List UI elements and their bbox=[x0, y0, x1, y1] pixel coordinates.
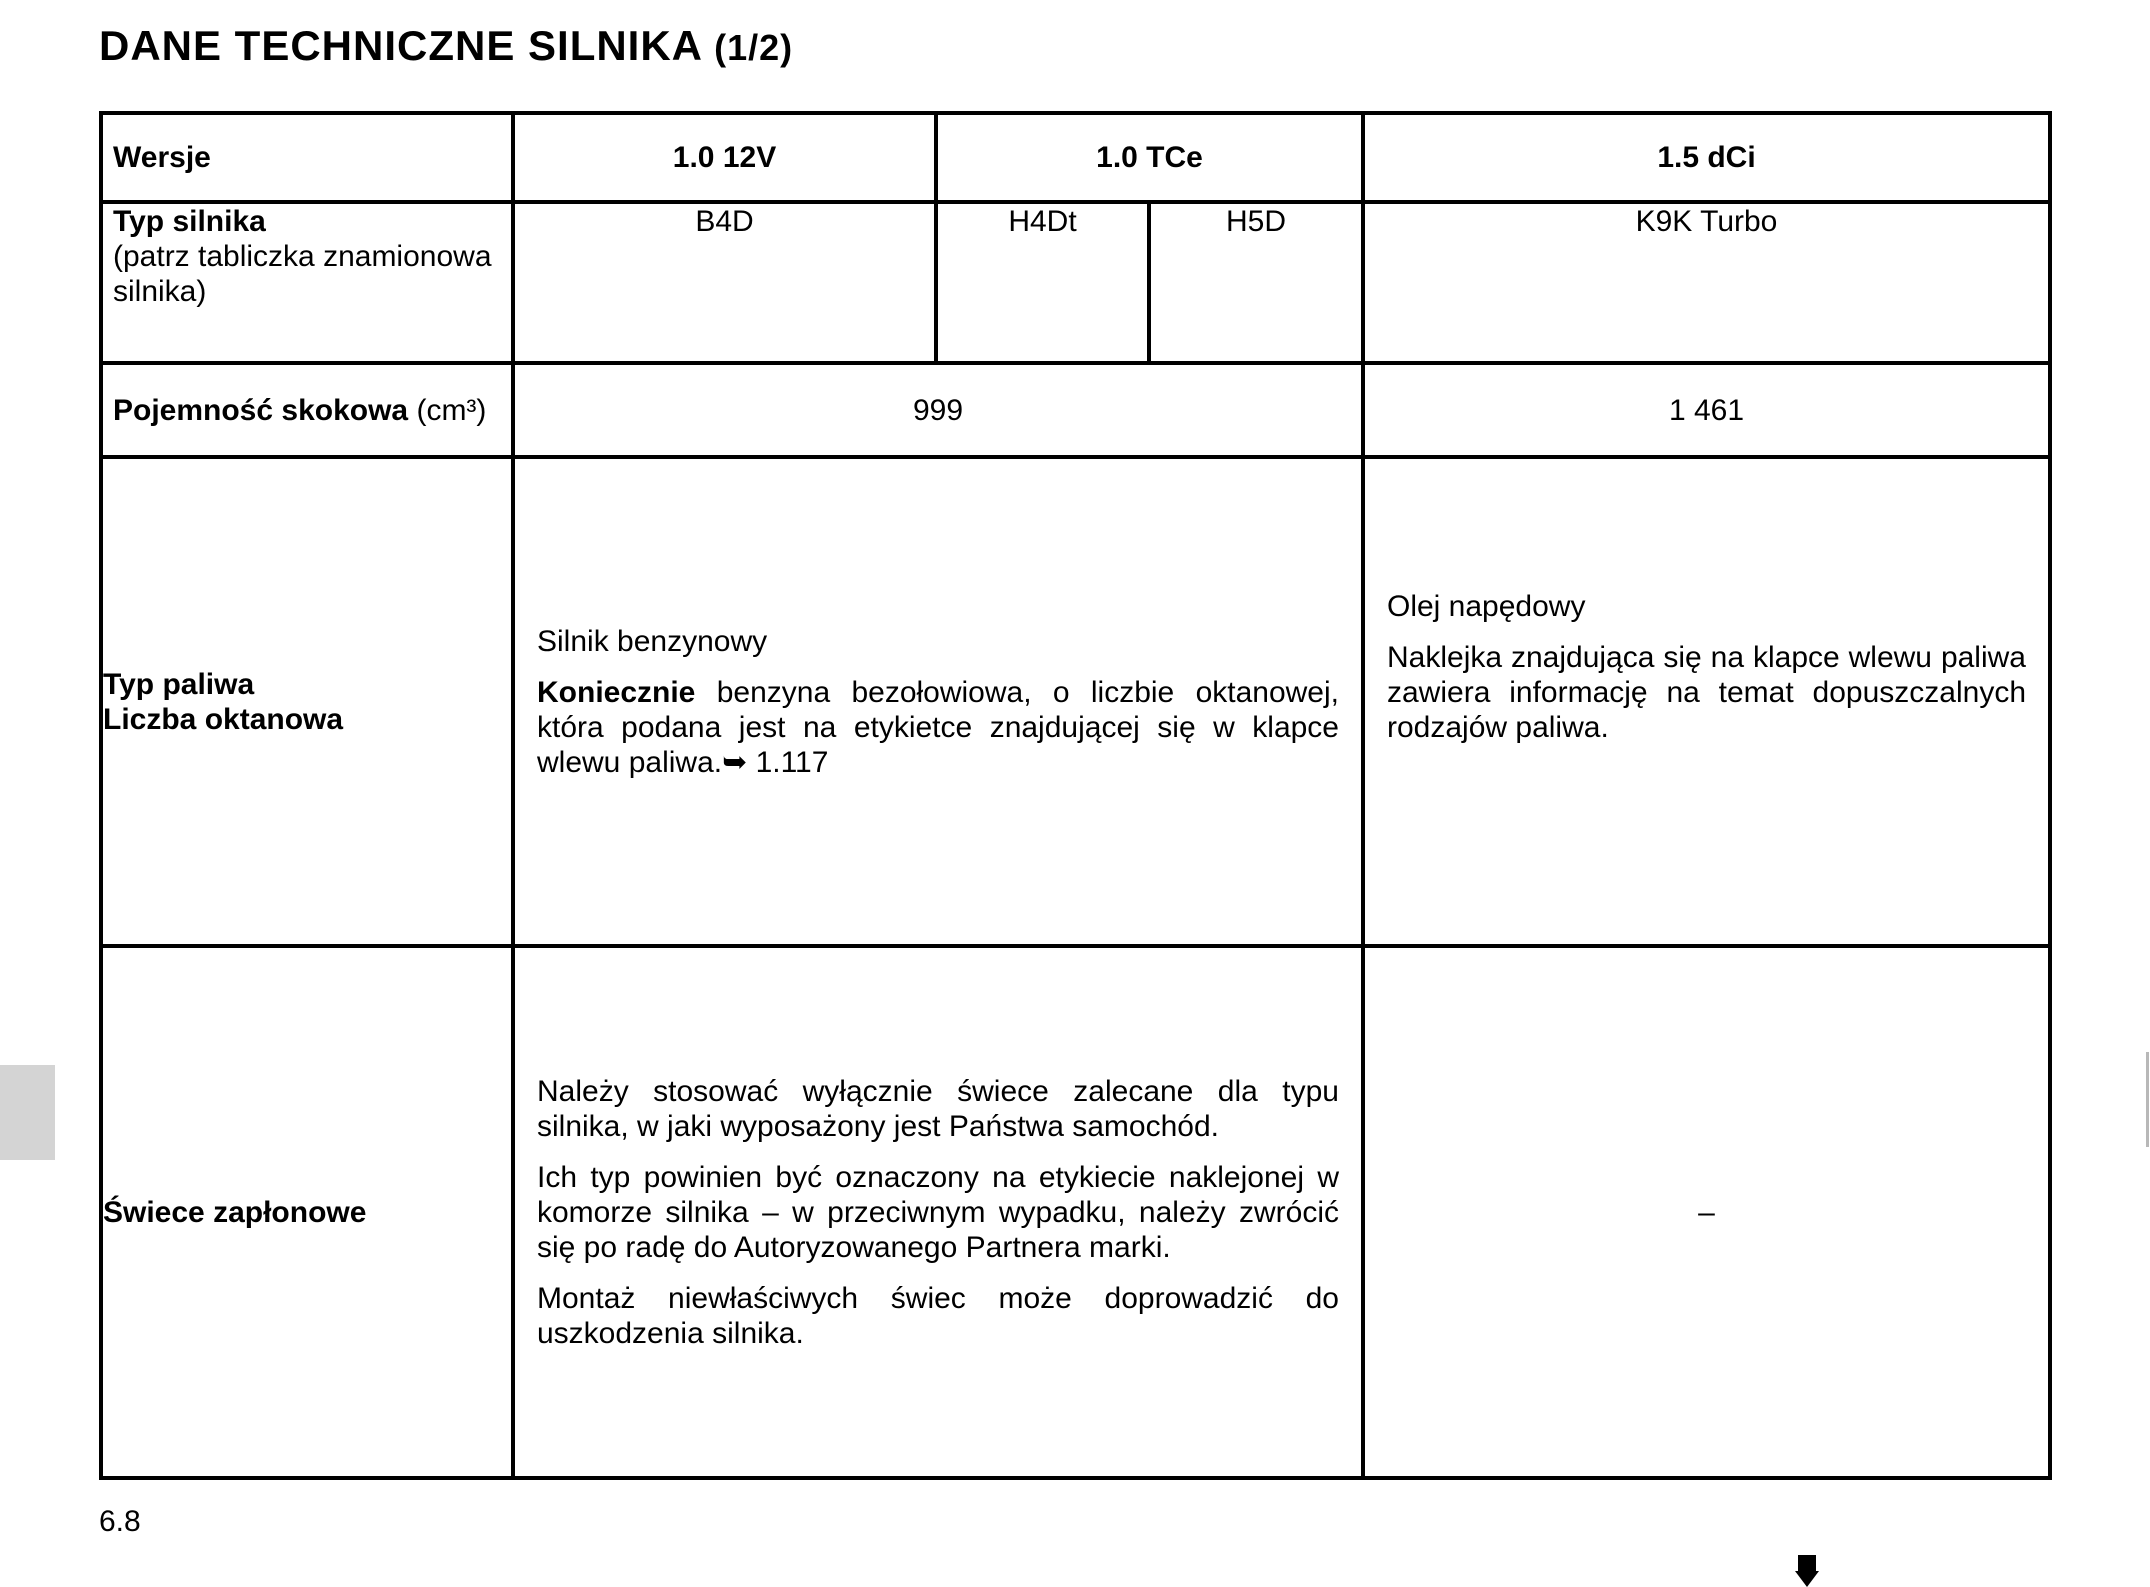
engine-spec-table bbox=[99, 111, 2052, 1480]
fuel-petrol-type: Silnik benzynowy bbox=[537, 624, 768, 658]
fuel-label-line1: Typ paliwa bbox=[103, 667, 255, 701]
capacity-label bbox=[101, 363, 513, 457]
page-edge-line bbox=[2146, 1052, 2149, 1147]
engine-type-label-note: (patrz tabliczka znamionowa silnika) bbox=[113, 240, 492, 308]
engine-h5d: H5D bbox=[1149, 202, 1363, 363]
capacity-petrol: 999 bbox=[513, 363, 1363, 457]
spark-plugs-petrol-cell bbox=[513, 946, 1363, 1478]
spark-plugs-row bbox=[101, 946, 2050, 1478]
engine-type-label bbox=[101, 202, 513, 363]
capacity-label-bold: Pojemność skokowa bbox=[113, 393, 409, 427]
fuel-petrol-strong: Koniecznie bbox=[537, 675, 696, 709]
engine-k9k-turbo: K9K Turbo bbox=[1363, 202, 2050, 363]
fuel-diesel-text: Naklejka znajdująca się na klapce wlewu paliwa zawiera informację na temat dopuszczalnych rodzajów paliwa. bbox=[1387, 640, 2026, 744]
capacity-row bbox=[101, 363, 2050, 457]
capacity-label-unit: (cm³) bbox=[416, 393, 487, 427]
engine-b4d: B4D bbox=[513, 202, 936, 363]
chapter-tab bbox=[0, 1065, 55, 1160]
page-title-text: DANE TECHNICZNE SILNIKA bbox=[99, 22, 702, 69]
engine-h4dt: H4Dt bbox=[936, 202, 1149, 363]
spark-plugs-diesel: – bbox=[1363, 946, 2050, 1478]
fuel-petrol-text bbox=[537, 675, 1339, 780]
fuel-petrol-cell bbox=[513, 457, 1363, 946]
spark-plugs-label: Świece zapłonowe bbox=[101, 946, 513, 1478]
engine-type-label-bold: Typ silnika bbox=[113, 205, 266, 238]
fuel-label-line2: Liczba oktanowa bbox=[103, 702, 344, 736]
end-of-page-arrow-icon bbox=[1795, 1555, 1819, 1587]
spark-plugs-paragraph-1: Należy stosować wyłącznie świece zalecane dla typu silnika, w jaki wyposażony jest Państwa samochód. bbox=[537, 1074, 1339, 1143]
version-1-0-12v: 1.0 12V bbox=[513, 113, 936, 202]
page-number: 6.8 bbox=[99, 1505, 141, 1538]
versions-label: Wersje bbox=[101, 113, 513, 202]
version-1-0-tce: 1.0 TCe bbox=[936, 113, 1363, 202]
version-1-5-dci: 1.5 dCi bbox=[1363, 113, 2050, 202]
fuel-diesel-cell bbox=[1363, 457, 2050, 946]
fuel-petrol-desc: benzyna bezołowiowa, o liczbie oktanowej, która podana jest na etykietce znajdującej się w klapce wlewu paliwa. bbox=[537, 675, 1339, 779]
fuel-row bbox=[101, 457, 2050, 946]
page-title bbox=[99, 22, 793, 70]
fuel-diesel-type: Olej napędowy bbox=[1387, 589, 1586, 623]
spark-plugs-paragraph-3: Montaż niewłaściwych świec może doprowadzić do uszkodzenia silnika. bbox=[537, 1281, 1339, 1350]
spark-plugs-paragraph-2: Ich typ powinien być oznaczony na etykiecie naklejonej w komorze silnika – w przeciwnym wypadku, należy zwrócić się po radę do Autoryzowanego Partnera marki. bbox=[537, 1160, 1339, 1264]
table-header-row bbox=[101, 113, 2050, 202]
page-title-suffix: (1/2) bbox=[714, 27, 794, 68]
fuel-label bbox=[101, 457, 513, 946]
engine-type-row bbox=[101, 202, 2050, 363]
capacity-diesel: 1 461 bbox=[1363, 363, 2050, 457]
page-reference-link[interactable]: ➥ 1.117 bbox=[722, 745, 829, 779]
